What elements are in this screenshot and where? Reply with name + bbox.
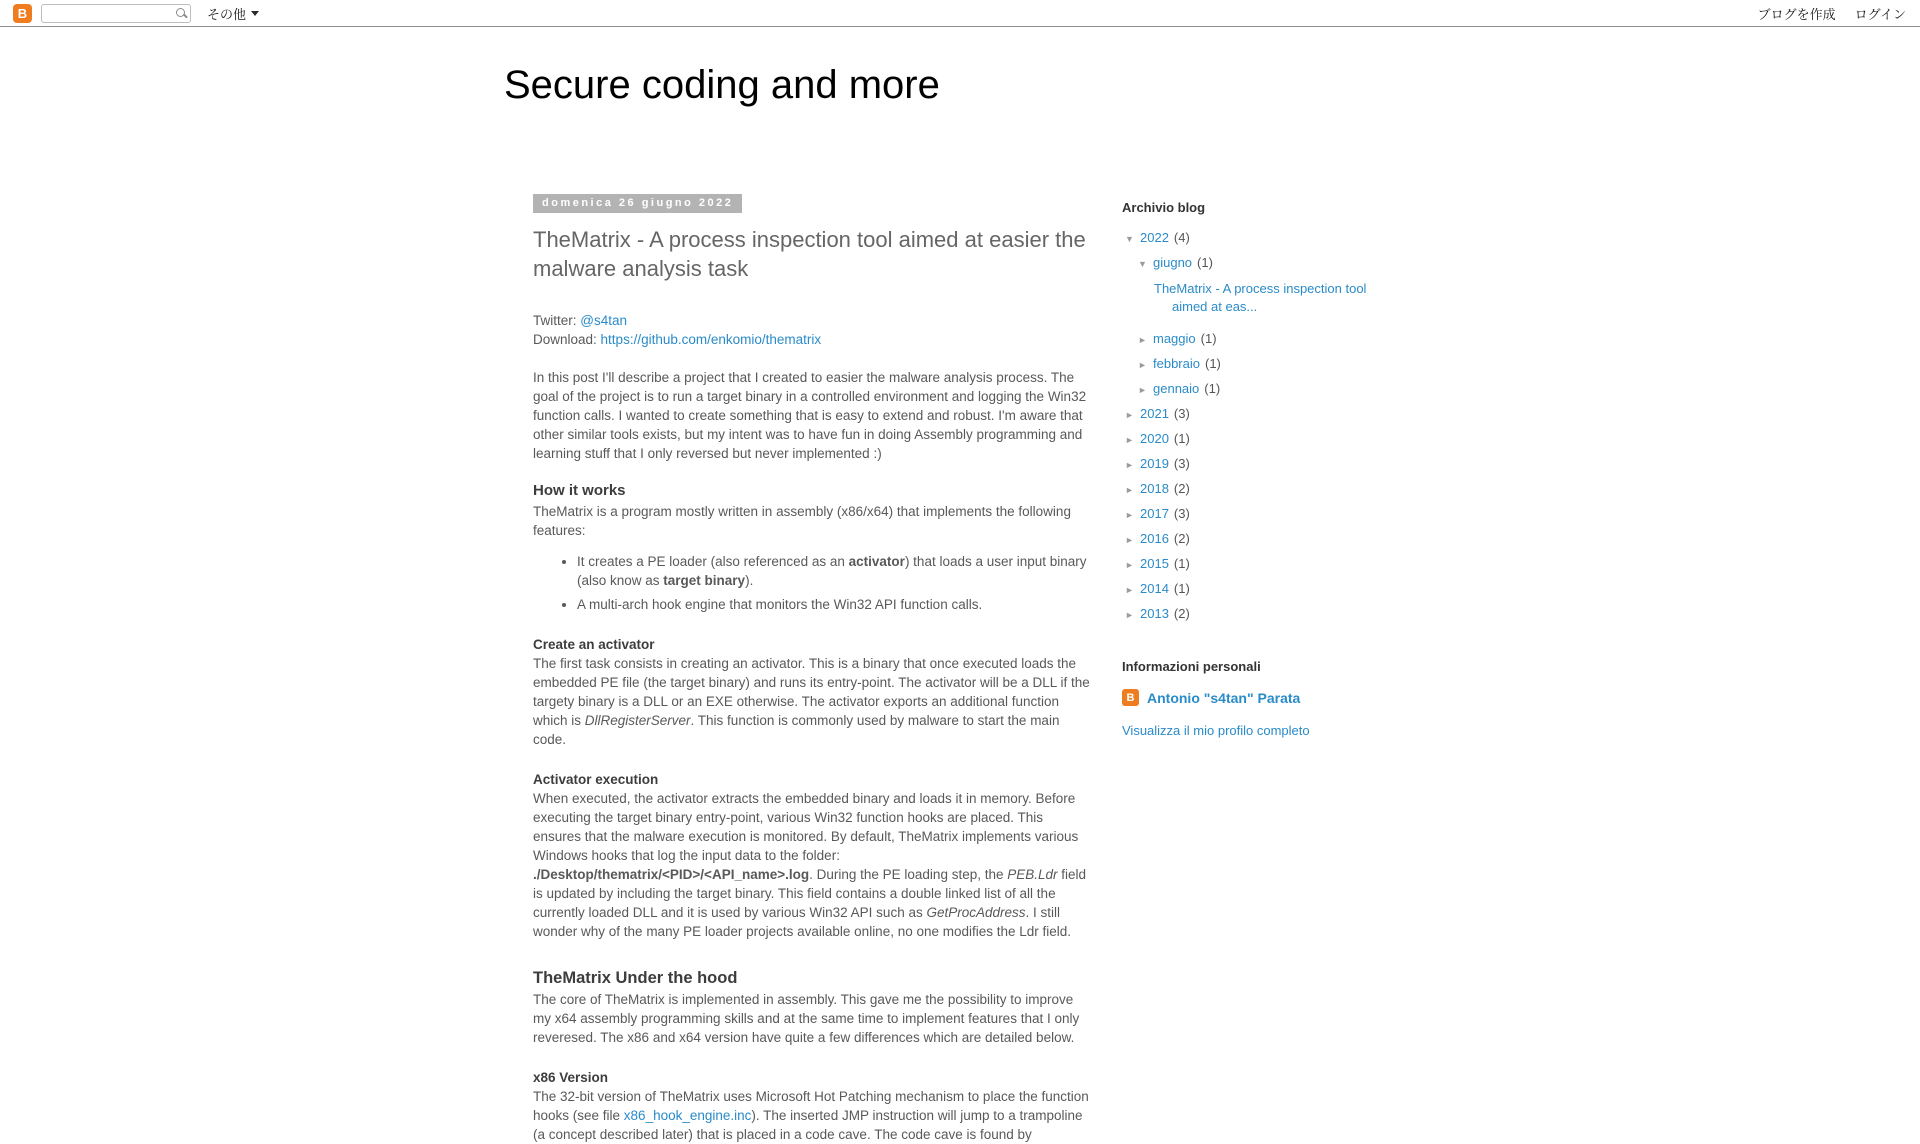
archive-year-link[interactable]: 2020: [1140, 431, 1169, 447]
post-section-heading: Activator execution: [533, 772, 659, 788]
archive-count: (1): [1197, 255, 1213, 270]
post-section-heading: TheMatrix Under the hood: [533, 969, 738, 988]
archive-month-link[interactable]: gennaio: [1153, 381, 1200, 397]
post-section-heading: x86 Version: [533, 1070, 609, 1086]
text-segment: target binary: [663, 573, 746, 589]
archive-count: (1): [1173, 581, 1190, 597]
blogger-logo-icon[interactable]: B: [13, 4, 32, 23]
search-icon[interactable]: [176, 8, 185, 17]
archive-row: [1125, 230, 1402, 245]
archive-row: [1138, 255, 1402, 270]
archive-count: (2): [1173, 531, 1190, 547]
archive-expand-icon[interactable]: ►: [1125, 585, 1134, 596]
archive-row: [1125, 606, 1402, 621]
archive-expand-icon[interactable]: ►: [1125, 535, 1134, 546]
sidebar: [1122, 193, 1402, 1144]
archive-collapse-icon[interactable]: ▼: [1125, 234, 1134, 244]
archive-expand-icon[interactable]: ►: [1125, 410, 1134, 421]
archive-month-link[interactable]: giugno: [1153, 255, 1193, 270]
archive-count: (3): [1173, 406, 1190, 422]
text-segment: TheMatrix is a program mostly written in assembly (x86/x64) that implements the following features:: [533, 504, 1071, 539]
post-paragraph: [533, 502, 1093, 540]
archive-expand-icon[interactable]: ►: [1125, 460, 1134, 471]
post-body: [533, 368, 1093, 1144]
archive-year-link[interactable]: 2018: [1140, 481, 1169, 497]
archive-row: [1125, 506, 1402, 521]
archive-tree: [1122, 230, 1402, 621]
archive-month-link[interactable]: maggio: [1153, 331, 1196, 347]
archive-row: [1125, 406, 1402, 421]
post-section-heading: How it works: [533, 482, 626, 500]
archive-count: (3): [1173, 506, 1190, 522]
archive-year-link[interactable]: 2017: [1140, 506, 1169, 522]
widget-profile: [1122, 659, 1402, 740]
text-segment: It creates a PE loader (also referenced as an: [577, 554, 849, 570]
chevron-down-icon: [251, 11, 259, 16]
text-segment: The first task consists in creating an activator. This is a binary that once executed loads the embedded PE file (the target binary) and runs its entry-point. The activator will be a DLL if the targety binary is a DLL or an EXE otherwise. The activator exports an additional function which is: [533, 656, 1090, 729]
navbar-search-input[interactable]: [41, 4, 191, 23]
post-contact-links: [533, 311, 1093, 349]
text-segment: When executed, the activator extracts the embedded binary and loads it in memory. Before executing the target binary entry-point, various Win32 function hooks are placed. This ensures that the malware execution is monitored. By default, TheMatrix implements various Windows hooks that log the input data to the folder:: [533, 791, 1079, 864]
archive-year-link[interactable]: 2019: [1140, 456, 1169, 472]
archive-count: (1): [1200, 331, 1217, 347]
post-paragraph: [533, 1087, 1093, 1144]
blog-title[interactable]: Secure coding and more: [504, 63, 940, 107]
archive-row: [1125, 481, 1402, 496]
text-segment: The core of TheMatrix is implemented in assembly. This gave me the possibility to improve my x64 assembly programming skills and at the same time to implement features that I only reveresed. The x86 and x64 version have quite a few differences which are detailed below.: [533, 992, 1080, 1046]
download-url-link[interactable]: https://github.com/enkomio/thematrix: [600, 332, 822, 348]
archive-collapse-icon[interactable]: ▼: [1138, 259, 1147, 269]
archive-row: [1125, 581, 1402, 596]
archive-expand-icon[interactable]: ►: [1125, 485, 1134, 496]
archive-row: [1138, 381, 1402, 396]
text-segment: . I still wonder why of the many PE loader projects available online, no one modifies the Ldr field.: [533, 905, 1072, 940]
archive-count: (4): [1173, 230, 1190, 245]
create-blog-link[interactable]: ブログを作成: [1757, 6, 1836, 22]
archive-count: (1): [1173, 556, 1190, 572]
archive-row: [1125, 531, 1402, 546]
profile-name-link[interactable]: Antonio "s4tan" Parata: [1147, 689, 1301, 706]
navbar-search: [41, 4, 191, 23]
archive-count: (3): [1173, 456, 1190, 472]
text-segment: ) that loads a user input binary (also know as: [577, 554, 1087, 589]
archive-row: [1138, 331, 1402, 346]
list-item: [577, 595, 1093, 614]
profile-widget-title: Informazioni personali: [1122, 659, 1261, 675]
archive-post-link[interactable]: TheMatrix - A process inspection tool aimed at eas...: [1154, 281, 1367, 314]
navbar-more-menu[interactable]: [207, 4, 259, 23]
text-segment: A multi-arch hook engine that monitors the Win32 API function calls.: [577, 597, 983, 613]
inline-link[interactable]: x86_hook_engine.inc: [623, 1108, 752, 1124]
text-segment: . During the PE loading step, the: [809, 867, 1008, 883]
post-date-header: domenica 26 giugno 2022: [533, 194, 742, 213]
navbar-more-label: その他: [207, 6, 247, 22]
post-paragraph: [533, 368, 1093, 463]
post-column: [533, 193, 1093, 1144]
text-segment: The 32-bit version of TheMatrix uses Microsoft Hot Patching mechanism to place the function hooks (see file: [533, 1089, 1089, 1124]
post-paragraph: [533, 654, 1093, 749]
archive-year-link[interactable]: 2016: [1140, 531, 1169, 547]
archive-expand-icon[interactable]: ►: [1138, 385, 1147, 396]
archive-year-link[interactable]: 2013: [1140, 606, 1169, 622]
download-line: [533, 330, 1093, 349]
text-segment: GetProcAddress: [926, 905, 1026, 921]
blogger-navbar: [0, 0, 1920, 27]
archive-count: (1): [1204, 356, 1221, 372]
twitter-line: [533, 311, 1093, 330]
twitter-label: Twitter:: [533, 313, 581, 329]
widget-blog-archive: [1122, 200, 1402, 621]
post-title[interactable]: TheMatrix - A process inspection tool aimed at easier the malware analysis task: [533, 227, 1086, 281]
list-item: [577, 552, 1093, 590]
archive-row: [1125, 556, 1402, 571]
archive-month-link[interactable]: febbraio: [1153, 356, 1200, 372]
archive-expand-icon[interactable]: ►: [1125, 560, 1134, 571]
text-segment: ). The inserted JMP instruction will jump to a trampoline (a concept described later) that is placed in a code cave. The code cave is found by: [533, 1108, 1083, 1143]
view-profile-link[interactable]: Visualizza il mio profilo completo: [1122, 723, 1310, 739]
archive-row: [1125, 456, 1402, 471]
archive-count: (1): [1173, 431, 1190, 447]
text-segment: ./Desktop/thematrix/<PID>/<API_name>.log: [533, 867, 810, 883]
text-segment: PEB.Ldr: [1007, 867, 1058, 883]
archive-months: [1138, 255, 1402, 396]
text-segment: . This function is commonly used by malware to start the main code.: [533, 713, 1060, 748]
archive-year-link[interactable]: 2015: [1140, 556, 1169, 572]
blogger-profile-icon: B: [1122, 689, 1139, 706]
text-segment: In this post I'll describe a project that I created to easier the malware analysis process. The goal of the project is to run a target binary in a controlled environment and logging the Win32 function calls. I wanted to create something that is easy to extend and robust. I'm aware that other similar tools exists, but my intent was to have fun in doing Assembly programming and learning stuff that I only reversed but never implemented :): [533, 370, 1087, 462]
archive-widget-title: Archivio blog: [1122, 200, 1206, 215]
archive-expand-icon[interactable]: ►: [1138, 360, 1147, 371]
text-segment: DllRegisterServer: [584, 713, 691, 729]
download-label: Download:: [533, 332, 601, 348]
twitter-handle-link[interactable]: @s4tan: [580, 313, 627, 329]
post-paragraph: [533, 789, 1093, 941]
login-link[interactable]: ログイン: [1854, 6, 1906, 22]
archive-year-link[interactable]: 2022: [1140, 230, 1169, 245]
archive-posts: [1154, 280, 1402, 315]
archive-count: (1): [1204, 381, 1221, 397]
archive-year-link[interactable]: 2021: [1140, 406, 1169, 422]
archive-expand-icon[interactable]: ►: [1125, 510, 1134, 521]
archive-count: (2): [1173, 481, 1190, 497]
archive-expand-icon[interactable]: ►: [1125, 435, 1134, 446]
post-paragraph: [533, 990, 1093, 1047]
archive-row: [1125, 431, 1402, 446]
post-bullet-list: [533, 552, 1093, 614]
archive-row: [1138, 356, 1402, 371]
post-section-heading: Create an activator: [533, 637, 655, 653]
archive-expand-icon[interactable]: ►: [1125, 610, 1134, 621]
archive-year-link[interactable]: 2014: [1140, 581, 1169, 597]
text-segment: field is updated by including the target binary. This field contains a double linked list of all the currently loaded DLL and it is used by various Win32 API such as: [533, 867, 1087, 921]
text-segment: activator: [848, 554, 905, 570]
text-segment: ).: [745, 573, 754, 589]
archive-count: (2): [1173, 606, 1190, 622]
archive-expand-icon[interactable]: ►: [1138, 335, 1147, 346]
